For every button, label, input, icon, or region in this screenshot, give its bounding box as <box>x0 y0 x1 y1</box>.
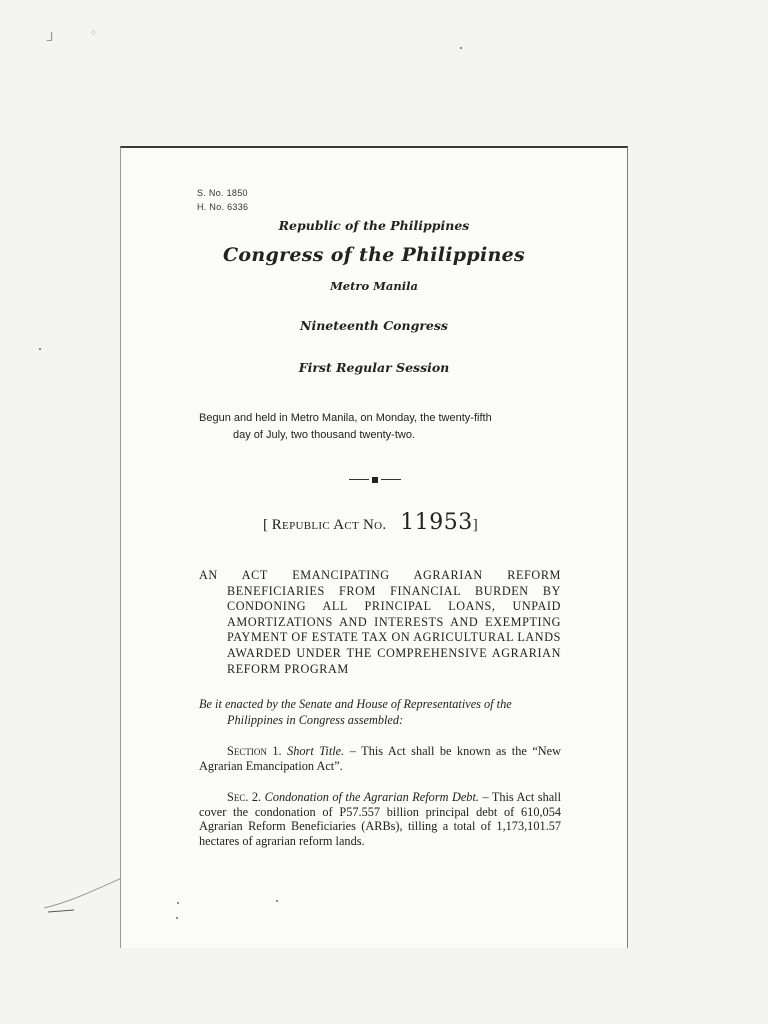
ornament-rule-left <box>349 479 369 480</box>
section-2-text: – This Act shall cover the condonation of P57.557 billion principal debt of 610,054 Agrarian Reform Beneficiaries (ARBs), tilling a total of 1,173,101.57 hectares of agrarian reform lands. <box>199 790 562 848</box>
location-heading: Metro Manila <box>330 279 418 293</box>
section-2-heading: Condonation of the Agrarian Reform Debt. <box>264 790 479 804</box>
act-title-rest: BENEFICIARIES FROM FINANCIAL BURDEN BY CONDONING ALL PRINCIPAL LOANS, UNPAID AMORTIZATIONS AND INTERESTS AND EXEMPTING PAYMENT OF ESTATE TAX ON AGRICULTURAL LANDS AWARDED UNDER THE COMPREHENSIVE AGRARIAN REFORM PROGRAM <box>227 583 561 676</box>
session-heading: First Regular Session <box>298 360 450 375</box>
scan-artifact-dot <box>177 902 179 904</box>
begun-line-1: Begun and held in Metro Manila, on Monday, the twenty-fifth <box>199 412 492 424</box>
section-2-label: Sec. 2. <box>227 790 262 804</box>
section-2 <box>199 790 561 848</box>
house-bill-number: H. No. 6336 <box>197 202 249 212</box>
scan-artifact-dot <box>176 917 178 919</box>
enacting-line-2: Philippines in Congress assembled: <box>227 713 404 727</box>
begun-line-2: day of July, two thousand twenty-two. <box>233 429 415 441</box>
scan-artifact-mark: ◦ <box>90 26 98 40</box>
section-ornament <box>349 477 403 483</box>
ornament-square <box>372 477 378 483</box>
congress-heading: Congress of the Philippines <box>223 244 525 266</box>
act-title-first-line: AN ACT EMANCIPATING AGRARIAN REFORM <box>199 568 561 582</box>
enacting-clause <box>199 696 561 728</box>
scan-artifact-mark: ᒧ <box>46 30 54 44</box>
ornament-rule-right <box>381 479 401 480</box>
enacting-line-1: Be it enacted by the Senate and House of Representatives of the <box>199 697 512 711</box>
republic-act-heading <box>263 510 478 535</box>
congress-number-heading: Nineteenth Congress <box>300 318 448 333</box>
act-number: 11953 <box>400 510 473 535</box>
scan-artifact-dot <box>39 348 41 350</box>
act-open-bracket: [ <box>263 517 268 533</box>
section-1-heading: Short Title. <box>287 744 345 758</box>
act-label: Republic Act No. <box>271 517 387 533</box>
scan-artifact-dot <box>276 900 278 902</box>
scan-artifact-dot <box>460 47 462 49</box>
republic-heading: Republic of the Philippines <box>278 218 470 233</box>
document-sheet <box>120 146 628 948</box>
section-1-label: Section 1. <box>227 744 282 758</box>
act-close-bracket: ] <box>472 517 478 533</box>
scan-artifact-stroke <box>40 872 130 916</box>
section-1-text: – This Act shall be known as the “New Agrarian Emancipation Act”. <box>199 744 561 773</box>
senate-bill-number: S. No. 1850 <box>197 188 248 198</box>
begun-statement <box>199 410 589 444</box>
section-1 <box>199 744 561 773</box>
act-title <box>199 568 561 677</box>
